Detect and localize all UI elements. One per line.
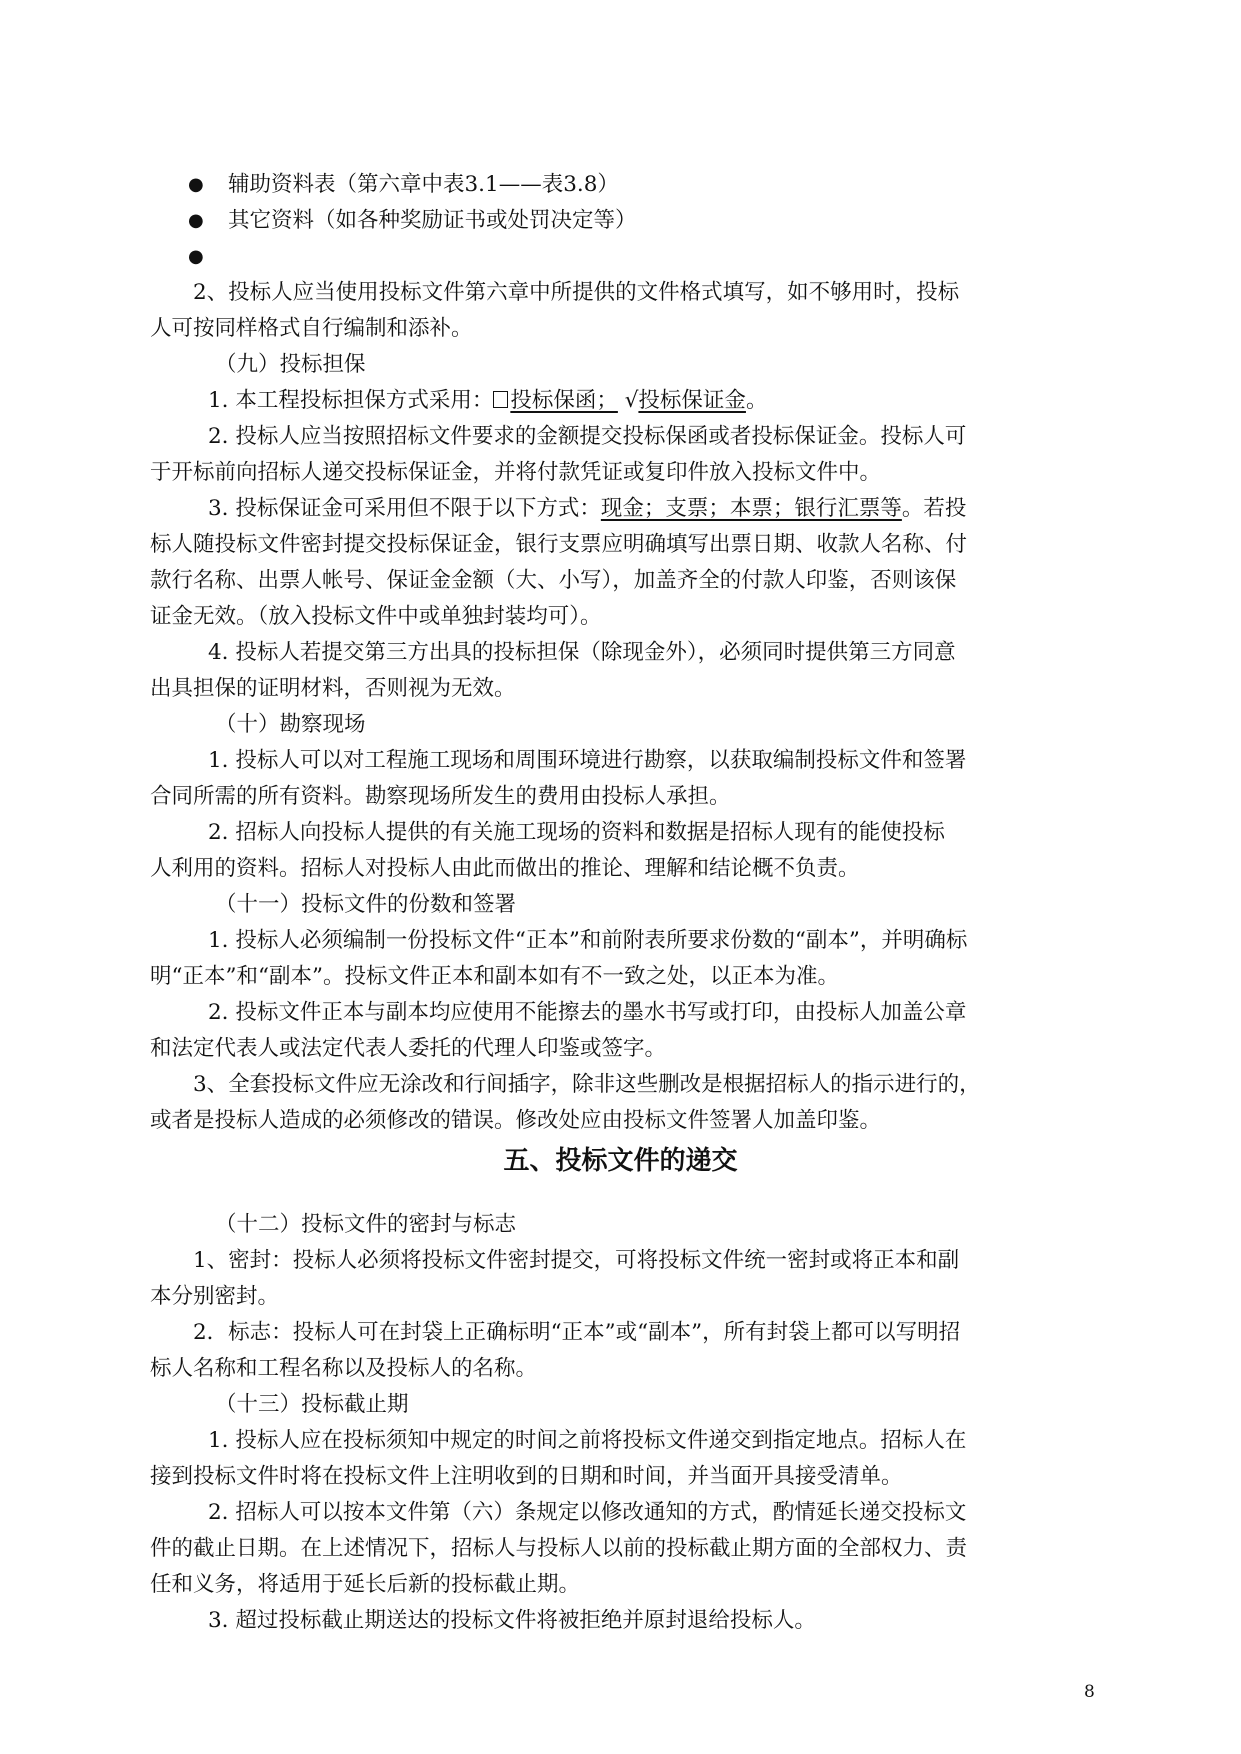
bullet-icon: ● [188, 246, 204, 267]
paragraph-line: 2. 招标人可以按本文件第（六）条规定以修改通知的方式，酌情延长递交投标文 [208, 1500, 967, 1525]
guarantee-option-letter: 投标保函； [510, 388, 618, 413]
bullet-icon: ● [188, 210, 204, 231]
paragraph-line: 标人随投标文件密封提交投标保证金，银行支票应明确填写出票日期、收款人名称、付 [150, 532, 968, 557]
paragraph-line: 4. 投标人若提交第三方出具的投标担保（除现金外），必须同时提供第三方同意 [208, 640, 956, 665]
paragraph-line: 人利用的资料。招标人对投标人由此而做出的推论、理解和结论概不负责。 [150, 856, 860, 881]
paragraph-line: 款行名称、出票人帐号、保证金金额（大、小写），加盖齐全的付款人印鉴，否则该保 [150, 568, 957, 593]
section-title: （十三）投标截止期 [215, 1392, 409, 1417]
punctuation: 。 [745, 388, 768, 413]
section-title: （十一）投标文件的份数和签署 [215, 892, 517, 917]
check-mark: √ [617, 388, 639, 413]
guarantee-method-line [208, 383, 767, 419]
paragraph-line: 1. 投标人可以对工程施工现场和周围环境进行勘察，以获取编制投标文件和签署 [208, 748, 967, 773]
paragraph-line: 3. 超过投标截止期送达的投标文件将被拒绝并原封退给投标人。 [208, 1608, 816, 1633]
paragraph-line: 标人名称和工程名称以及投标人的名称。 [150, 1356, 538, 1381]
payment-methods-label: 3. 投标保证金可采用但不限于以下方式： [208, 496, 601, 521]
paragraph-line: 1、密封：投标人必须将投标文件密封提交，可将投标文件统一密封或将正本和副 [193, 1248, 960, 1273]
paragraph-line: 出具担保的证明材料，否则视为无效。 [150, 676, 516, 701]
payment-methods-line [208, 491, 966, 527]
paragraph-line: 或者是投标人造成的必须修改的错误。修改处应由投标文件签署人加盖印鉴。 [150, 1108, 882, 1133]
paragraph-text: 。若投 [901, 496, 967, 521]
guarantee-option-deposit: 投标保证金 [638, 388, 746, 413]
paragraph-line: 人可按同样格式自行编制和添补。 [150, 316, 473, 341]
paragraph-line: 2. 投标人应当按照招标文件要求的金额提交投标保函或者投标保证金。投标人可 [208, 424, 967, 449]
payment-methods: 现金；支票；本票；银行汇票等 [600, 496, 902, 521]
paragraph-line: 2．标志：投标人可在封袋上正确标明“正本”或“副本”，所有封袋上都可以写明招 [193, 1320, 961, 1345]
paragraph-line: 2、投标人应当使用投标文件第六章中所提供的文件格式填写，如不够用时，投标 [193, 280, 960, 305]
paragraph-line: 本分别密封。 [150, 1284, 280, 1309]
paragraph-line: 1. 投标人必须编制一份投标文件“正本”和前附表所要求份数的“副本”，并明确标 [208, 928, 968, 953]
paragraph-line: 3、全套投标文件应无涂改和行间插字，除非这些删改是根据招标人的指示进行的， [193, 1072, 981, 1097]
paragraph-line: 任和义务，将适用于延长后新的投标截止期。 [150, 1572, 581, 1597]
paragraph-line: 于开标前向招标人递交投标保证金，并将付款凭证或复印件放入投标文件中。 [150, 460, 882, 485]
paragraph-line: 合同所需的所有资料。勘察现场所发生的费用由投标人承担。 [150, 784, 731, 809]
paragraph-line: 和法定代表人或法定代表人委托的代理人印鉴或签字。 [150, 1036, 667, 1061]
page-number: 8 [1084, 1682, 1095, 1702]
paragraph-line: 件的截止日期。在上述情况下，招标人与投标人以前的投标截止期方面的全部权力、责 [150, 1536, 968, 1561]
section-title: （十）勘察现场 [215, 712, 366, 737]
guarantee-method-label: 1. 本工程投标担保方式采用： [208, 388, 494, 413]
paragraph-line: 接到投标文件时将在投标文件上注明收到的日期和时间，并当面开具接受清单。 [150, 1464, 903, 1489]
section-title: （十二）投标文件的密封与标志 [215, 1212, 517, 1237]
paragraph-line: 2. 招标人向投标人提供的有关施工现场的资料和数据是招标人现有的能使投标 [208, 820, 945, 845]
paragraph-line: 明“正本”和“副本”。投标文件正本和副本如有不一致之处，以正本为准。 [150, 964, 839, 989]
paragraph-line: 1. 投标人应在投标须知中规定的时间之前将投标文件递交到指定地点。招标人在 [208, 1428, 967, 1453]
checkbox-icon [493, 391, 508, 408]
bullet-icon: ● [188, 174, 204, 195]
chapter-heading: 五、投标文件的递交 [503, 1146, 738, 1176]
paragraph-line: 2. 投标文件正本与副本均应使用不能擦去的墨水书写或打印，由投标人加盖公章 [208, 1000, 967, 1025]
bullet-item: 辅助资料表（第六章中表3.1——表3.8） [228, 172, 619, 197]
paragraph-line: 证金无效。（放入投标文件中或单独封装均可）。 [150, 604, 602, 629]
bullet-item: 其它资料（如各种奖励证书或处罚决定等） [228, 208, 637, 233]
section-title: （九）投标担保 [215, 352, 366, 377]
